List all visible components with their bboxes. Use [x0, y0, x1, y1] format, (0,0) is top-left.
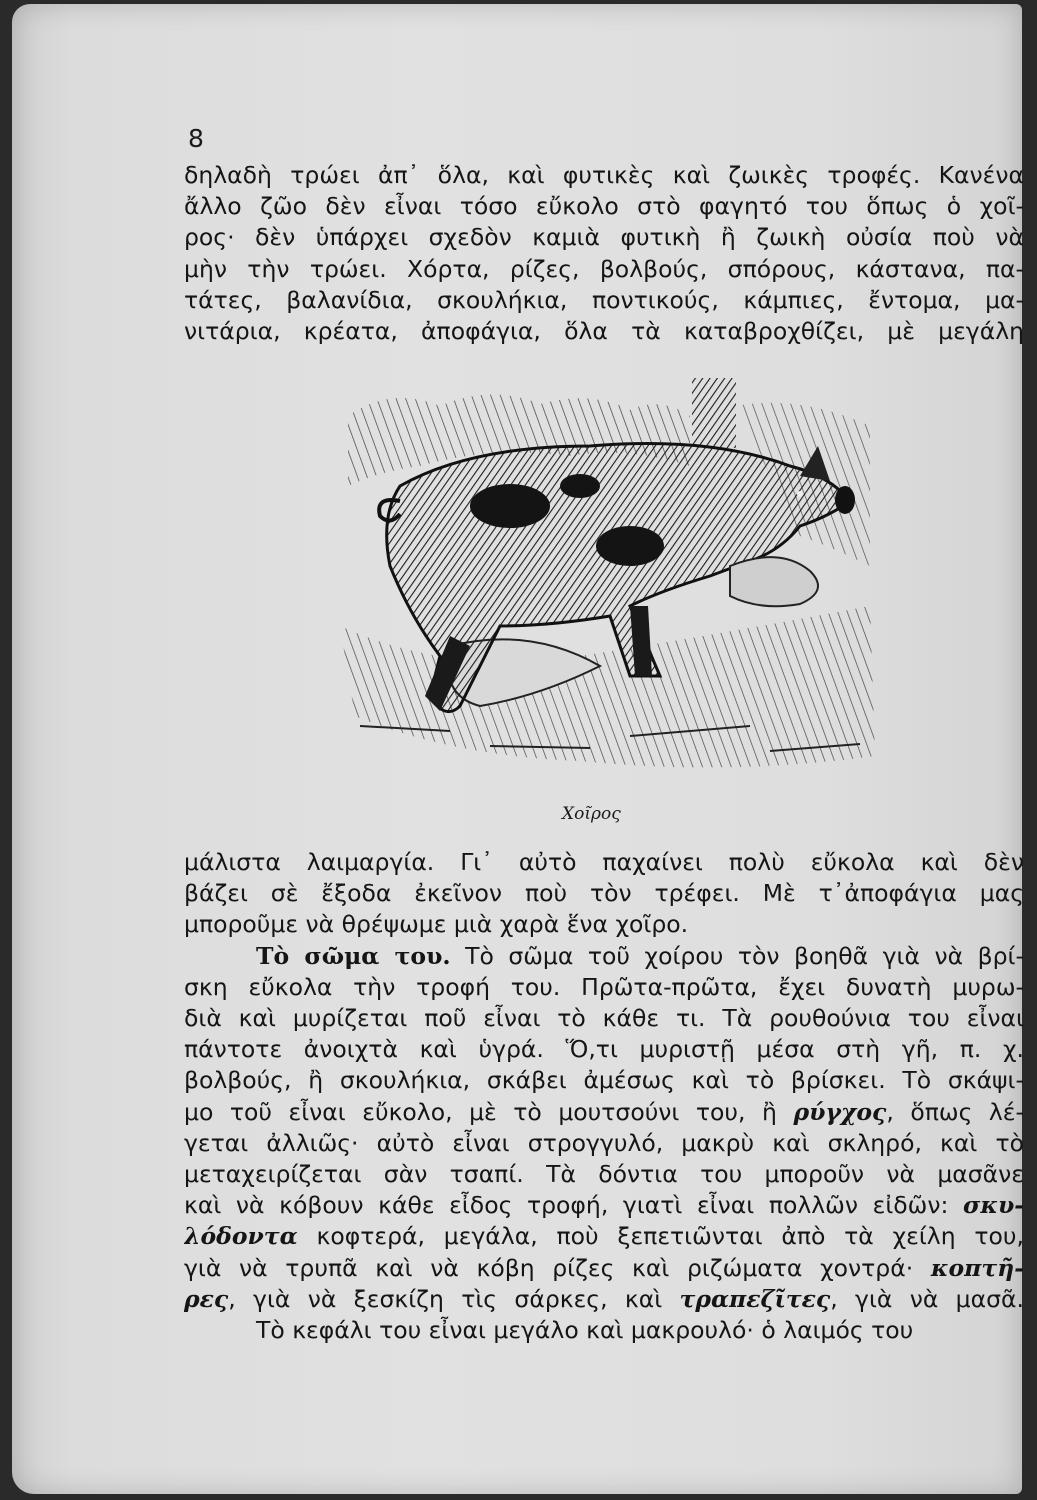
text-line: [184, 1284, 1024, 1315]
text-line: μποροῦμε νὰ θρέψωμε μιὰ χαρὰ ἕνα χοῖρο.: [184, 910, 689, 939]
text-run: Τὸ σῶμα τοῦ χοίρου τὸν βοηθᾶ γιὰ νὰ βρί-: [450, 941, 1024, 970]
term-koptires-cont: ρες: [184, 1284, 229, 1313]
text-line: γεται ἀλλιῶς· αὐτὸ εἶναι στρογγυλό, μακρὺ καὶ σκληρό, καὶ τὸ: [184, 1128, 1024, 1157]
term-skylodonta-cont: λόδοντα: [184, 1222, 298, 1251]
text-run: , γιὰ νὰ ξεσκίζη τὶς σάρκες, καὶ: [228, 1284, 680, 1313]
text-run: , γιὰ νὰ μασᾶ.: [830, 1284, 1024, 1313]
text-line: [184, 1253, 1024, 1284]
paragraph-bottom: [184, 847, 1024, 1346]
text-line: ἄλλο ζῶο δὲν εἶναι τόσο εὔκολο στὸ φαγητό του ὅπως ὁ χοῖ-: [184, 192, 1024, 221]
text-line: μὴν τὴν τρώει. Χόρτα, ρίζες, βολβούς, σπόρους, κάστανα, πα-: [184, 254, 1024, 283]
text-line: τάτες, βαλανίδια, σκουλήκια, ποντικούς, κάμπιες, ἔντομα, μα-: [184, 285, 1024, 314]
text-line: μεταχειρίζεται σὰν τσαπί. Τὰ δόντια του μποροῦν νὰ μασᾶνε: [184, 1160, 1024, 1189]
text-line: Τὸ κεφάλι του εἶναι μεγάλο καὶ μακρουλό· ὁ λαιμός του: [256, 1316, 914, 1345]
text-run: , ὅπως λέ-: [886, 1097, 1024, 1126]
text-line: δηλαδὴ τρώει ἀπ᾽ ὅλα, καὶ φυτικὲς καὶ ζωικὲς τροφές. Κανένα: [184, 161, 1024, 189]
text-run: γιὰ νὰ τρυπᾶ καὶ νὰ κόβη ρίζες καὶ ριζώματα χοντρά·: [184, 1253, 931, 1282]
section-heading: Τὸ σῶμα του.: [256, 941, 451, 970]
text-line: πάντοτε ἀνοιχτὰ καὶ ὑγρά. Ὅ,τι μυριστῇ μέσα στὴ γῆ, π. χ.: [184, 1035, 1024, 1064]
text-run: καὶ νὰ κόβουν κάθε εἶδος τροφή, γιατὶ εἶναι πολλῶν εἰδῶν:: [184, 1191, 963, 1220]
text-line: [184, 1190, 1024, 1221]
text-line: διὰ καὶ μυρίζεται ποῦ εἶναι τὸ κάθε τι. Τὰ ρουθούνια του εἶναι: [184, 1004, 1024, 1033]
text-line: νιτάρια, κρέατα, ἀποφάγια, ὅλα τὰ καταβροχθίζει, μὲ μεγάλη: [184, 317, 1024, 346]
text-line: μάλιστα λαιμαργία. Γι᾽ αὐτὸ παχαίνει πολὺ εὔκολα καὶ δὲν: [184, 848, 1024, 876]
term-rynchos: ρύγχος: [793, 1097, 887, 1126]
term-skylodonta: σκυ-: [963, 1191, 1024, 1220]
term-koptires: κοπτῆ-: [930, 1253, 1024, 1282]
text-line: [184, 1221, 1024, 1252]
paragraph-top: [184, 160, 1024, 347]
text-run: κοφτερά, μεγάλα, ποὺ ξεπετιῶνται ἀπὸ τὰ χείλη του,: [297, 1222, 1024, 1251]
pig-illustration: [330, 376, 882, 786]
text-line: [184, 941, 1024, 972]
text-line: βάζει σὲ ἔξοδα ἐκεῖνον ποὺ τὸν τρέφει. Μὲ τ᾽ἀποφάγια μας: [184, 879, 1024, 908]
term-trapezites: τραπεζῖτες: [679, 1284, 831, 1313]
text-run: μο τοῦ εἶναι εὔκολο, μὲ τὸ μουτσούνι του, ἢ: [184, 1097, 794, 1126]
page-number: 8: [188, 124, 205, 153]
text-line: ρος· δὲν ὑπάρχει σχεδὸν καμιὰ φυτικὴ ἢ ζωικὴ οὐσία ποὺ νὰ: [184, 223, 1024, 252]
text-line: βολβούς, ἢ σκουλήκια, σκάβει ἀμέσως καὶ τὸ βρίσκει. Τὸ σκάψι-: [184, 1066, 1024, 1095]
text-line: σκη εὔκολα τὴν τροφή του. Πρῶτα-πρῶτα, ἔχει δυνατὴ μυρω-: [184, 972, 1024, 1001]
figure-caption: Χοῖρος: [562, 804, 621, 824]
text-line: [184, 1097, 1024, 1128]
book-page: [12, 4, 1022, 1494]
